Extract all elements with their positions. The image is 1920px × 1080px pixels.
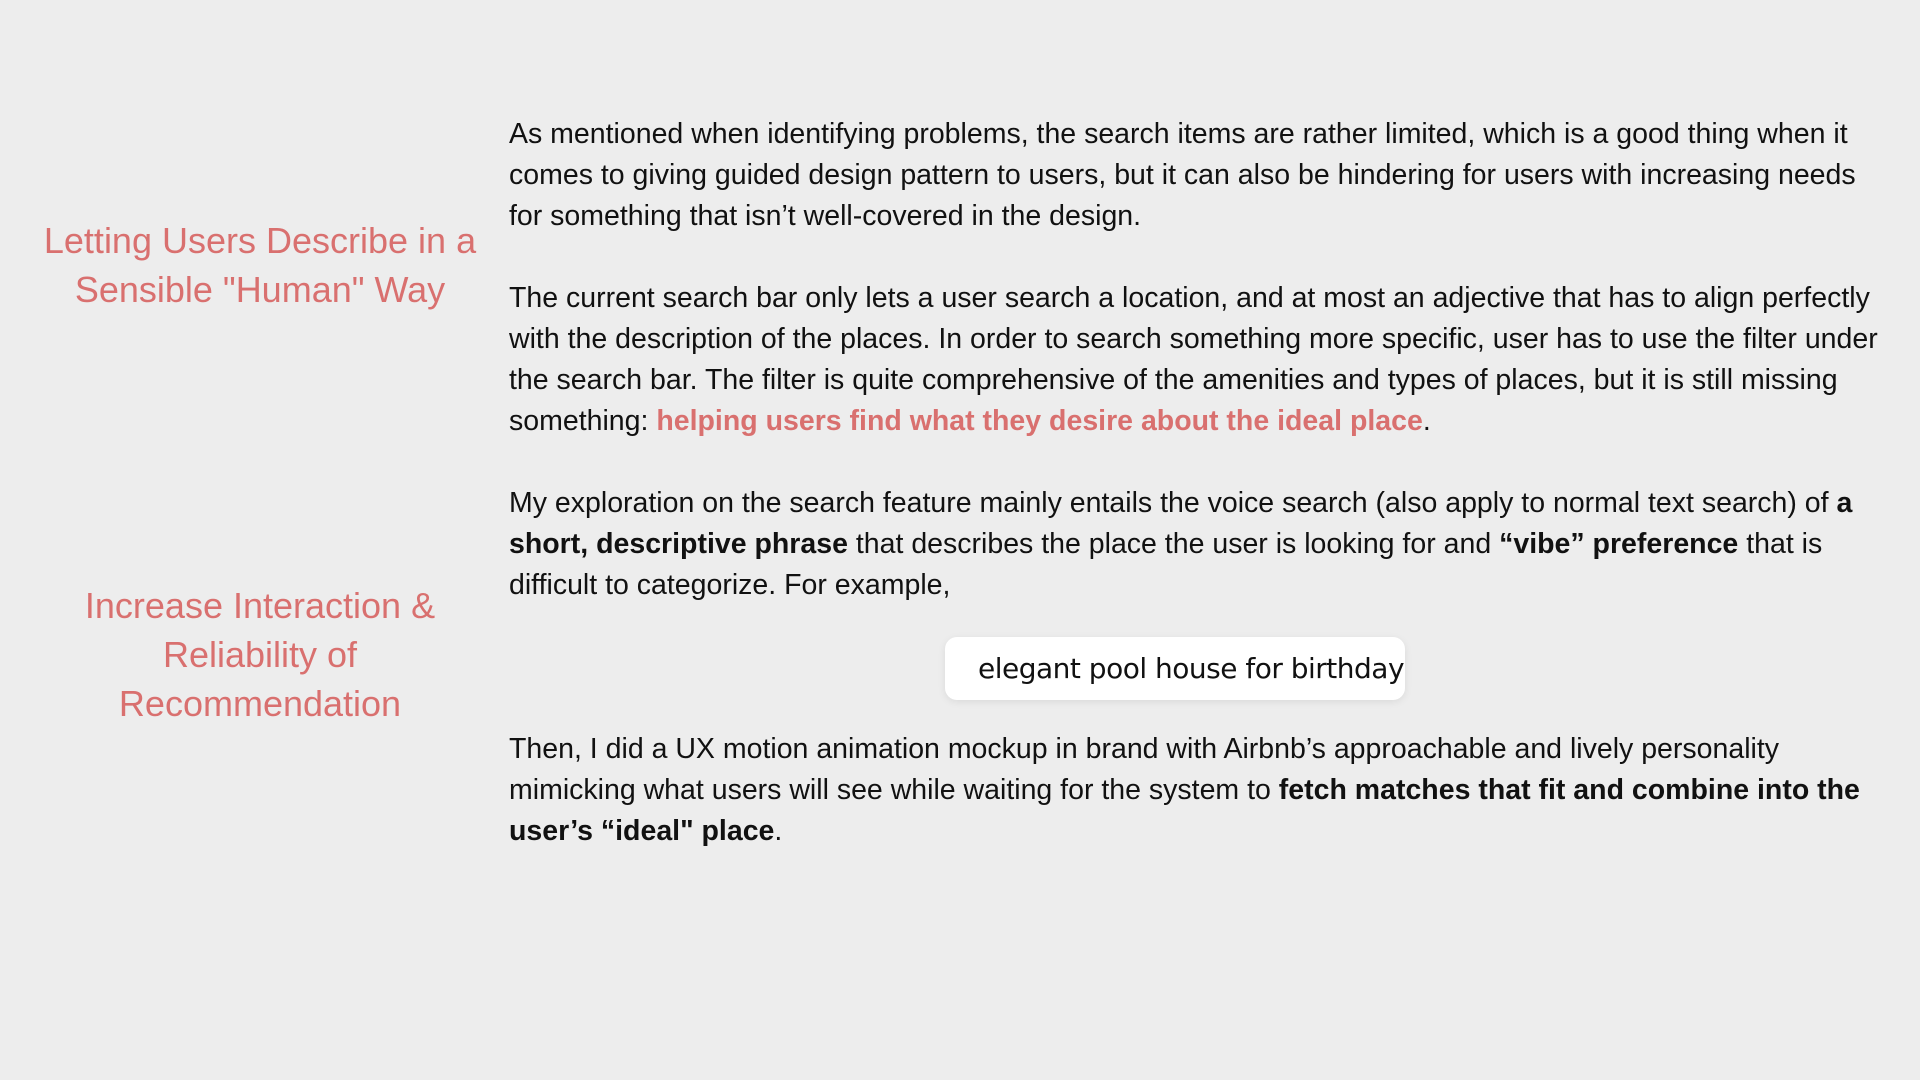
search-example-text: elegant pool house for birthday (978, 652, 1405, 685)
section-heading-describe: Letting Users Describe in a Sensible "Human" Way (43, 220, 477, 310)
bold-fetch-matches: fetch matches that fit and combine into the user’s “ideal" place (509, 774, 1860, 847)
paragraph-animation-end: . (774, 815, 783, 847)
paragraph-search-bar-end: . (1422, 405, 1431, 437)
paragraph-search-bar-text: The current search bar only lets a user search a location, and at most an adjective that has to align perfectly with the description of the places. In order to search something more specific, user has to use the filter under the search bar. The filter is quite comprehensive of the amenities and types of places, but it is still missing something: (509, 282, 1878, 437)
paragraph-exploration-b: that describes the place the user is looking for and (847, 528, 1500, 560)
section-heading-interaction: Increase Interaction & Reliability of Recommendation (84, 585, 436, 724)
paragraph-exploration-c: that is difficult to categorize. For example, (509, 528, 1823, 601)
highlight-ideal-place: helping users find what they desire about the ideal place (656, 405, 1423, 437)
paragraph-intro: As mentioned when identifying problems, the search items are rather limited, which is a good thing when it comes to giving guided design pattern to users, but it can also be hindering for users with increasing needs for something that isn’t well-covered in the design. (509, 118, 1856, 232)
bold-vibe-preference: “vibe” preference (1499, 528, 1739, 560)
paragraph-exploration-a: My exploration on the search feature mainly entails the voice search (also apply to normal text search) of (509, 487, 1837, 519)
paragraph-animation (509, 729, 1889, 852)
search-example-chip (945, 637, 1405, 700)
paragraph-animation-a: Then, I did a UX motion animation mockup in brand with Airbnb’s approachable and lively personality mimicking what users will see while waiting for the system to (509, 733, 1780, 806)
paragraph-exploration (509, 483, 1879, 606)
bold-short-phrase: a short, descriptive phrase (509, 487, 1853, 560)
paragraph-search-bar (509, 278, 1879, 442)
